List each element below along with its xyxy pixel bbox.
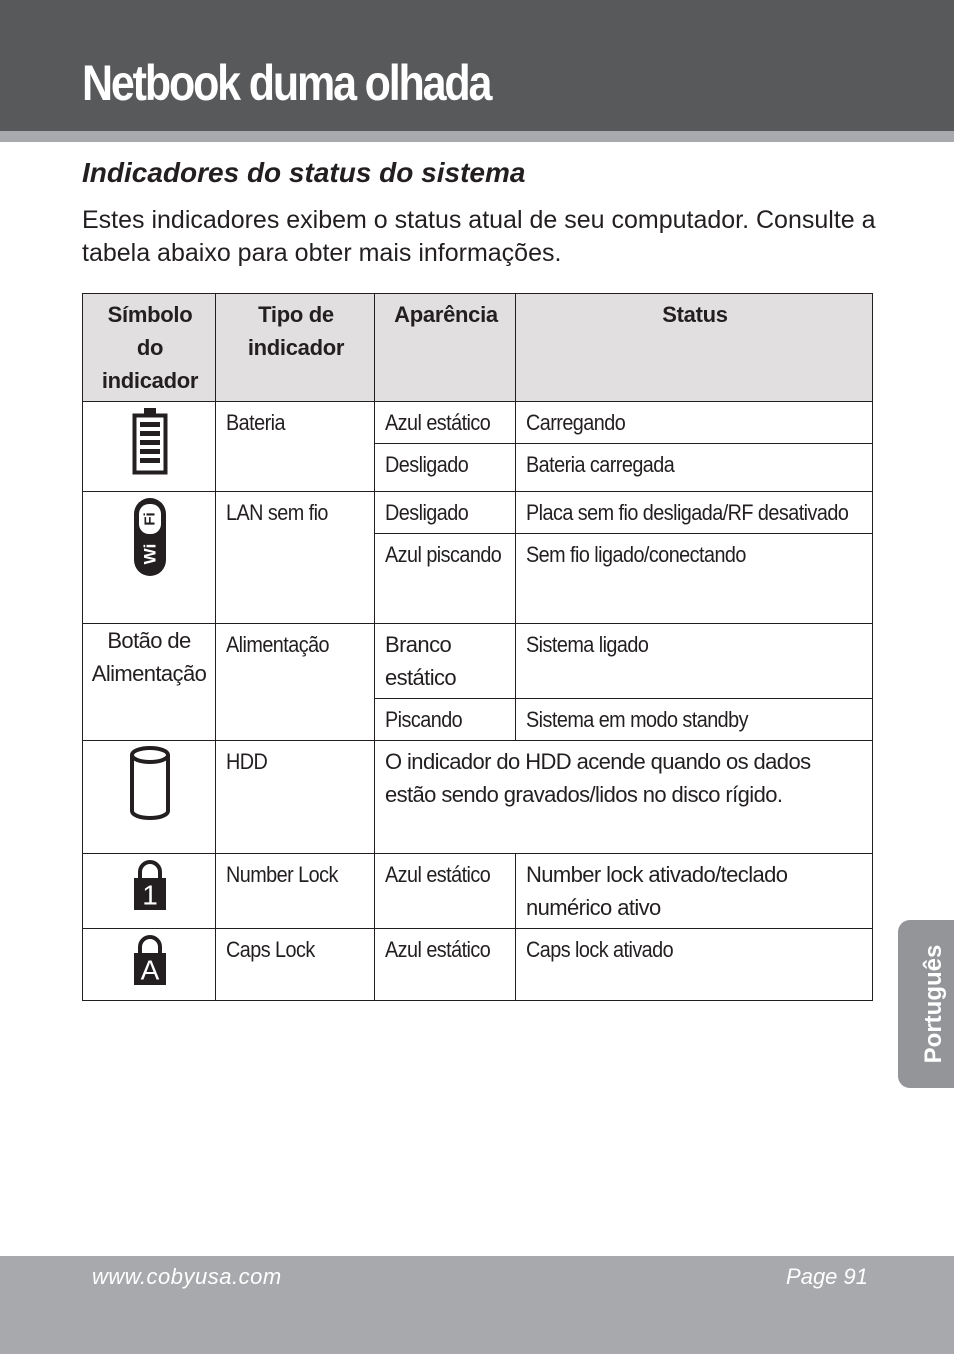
status-cell <box>516 444 873 492</box>
wifi-type: LAN sem fio <box>226 500 328 525</box>
appearance-text: Azul estático <box>385 862 491 887</box>
hdd-cylinder-icon <box>128 745 172 821</box>
appearance-text: Branco estático <box>385 632 457 690</box>
wifi-icon-text-fi: Fi <box>141 512 159 526</box>
battery-type: Bateria <box>226 410 285 435</box>
capslock-type: Caps Lock <box>226 937 315 962</box>
power-symbol-cell <box>83 624 216 741</box>
status-cell <box>516 402 873 444</box>
header-stripe <box>0 131 954 142</box>
appearance-cell <box>375 699 516 741</box>
appearance-text: Desligado <box>385 500 469 525</box>
hdd-description-cell <box>375 741 873 854</box>
numlock-type-cell <box>216 854 375 929</box>
footer-page-number: Page 91 <box>786 1264 868 1289</box>
appearance-cell <box>375 402 516 444</box>
wifi-type-cell <box>216 492 375 624</box>
table-header-row <box>83 294 873 402</box>
status-cell <box>516 854 873 929</box>
column-header-appearance: Aparência <box>375 294 516 402</box>
appearance-cell <box>375 492 516 534</box>
wifi-symbol-cell <box>83 492 216 624</box>
table-row <box>83 492 873 534</box>
page-title: Netbook duma olhada <box>82 55 491 111</box>
status-text: Caps lock ativado <box>526 937 674 962</box>
appearance-text: Desligado <box>385 452 469 477</box>
appearance-text: Azul estático <box>385 937 491 962</box>
status-cell <box>516 534 873 624</box>
battery-symbol-cell <box>83 402 216 492</box>
wifi-icon-text-wi: Wi <box>140 543 160 565</box>
status-cell <box>516 929 873 1001</box>
appearance-text: Azul estático <box>385 410 491 435</box>
hdd-symbol-cell <box>83 741 216 854</box>
appearance-text: Azul piscando <box>385 542 502 567</box>
numlock-type: Number Lock <box>226 862 338 887</box>
status-text: Number lock ativado/teclado numérico ativo <box>526 862 788 920</box>
status-text: Sem fio ligado/conectando <box>526 542 746 567</box>
capslock-symbol-cell <box>83 929 216 1001</box>
status-text: Sistema ligado <box>526 632 649 657</box>
battery-icon <box>130 406 170 476</box>
status-indicator-table <box>82 293 873 1001</box>
power-type-cell <box>216 624 375 741</box>
table-row <box>83 624 873 699</box>
intro-paragraph: Estes indicadores exibem o status atual de seu computador. Consulte a tabela abaixo para obter mais informações. <box>82 206 876 267</box>
table-row <box>83 402 873 444</box>
appearance-cell <box>375 854 516 929</box>
appearance-cell <box>375 929 516 1001</box>
wifi-icon <box>130 496 170 578</box>
section-heading: Indicadores do status do sistema <box>82 157 526 188</box>
capslock-type-cell <box>216 929 375 1001</box>
table-row <box>83 854 873 929</box>
table-row <box>83 929 873 1001</box>
language-tab-label: Português <box>920 944 947 1064</box>
column-header-status: Status <box>516 294 873 402</box>
numlock-symbol-cell <box>83 854 216 929</box>
appearance-cell <box>375 624 516 699</box>
footer-url: www.cobyusa.com <box>92 1264 282 1289</box>
table-row <box>83 741 873 854</box>
status-cell <box>516 492 873 534</box>
status-cell <box>516 699 873 741</box>
status-text: Bateria carregada <box>526 452 675 477</box>
appearance-text: Piscando <box>385 707 463 732</box>
appearance-cell <box>375 534 516 624</box>
status-text: Sistema em modo standby <box>526 707 748 732</box>
column-header-symbol: Símbolo do indicador <box>83 294 216 402</box>
number-lock-icon <box>130 858 170 912</box>
hdd-type: HDD <box>226 749 268 774</box>
battery-type-cell <box>216 402 375 492</box>
power-type: Alimentação <box>226 632 330 657</box>
hdd-description: O indicador do HDD acende quando os dados estão sendo gravados/lidos no disco rígido. <box>385 749 811 807</box>
hdd-type-cell <box>216 741 375 854</box>
caps-lock-icon-text: A <box>140 954 160 986</box>
column-header-type: Tipo de indicador <box>216 294 375 402</box>
appearance-cell <box>375 444 516 492</box>
status-cell <box>516 624 873 699</box>
number-lock-icon-text: 1 <box>142 879 158 911</box>
status-text: Placa sem fio desligada/RF desativado <box>526 500 849 525</box>
power-button-label: Botão de Alimentação <box>91 628 207 686</box>
status-text: Carregando <box>526 410 626 435</box>
caps-lock-icon <box>130 933 170 987</box>
